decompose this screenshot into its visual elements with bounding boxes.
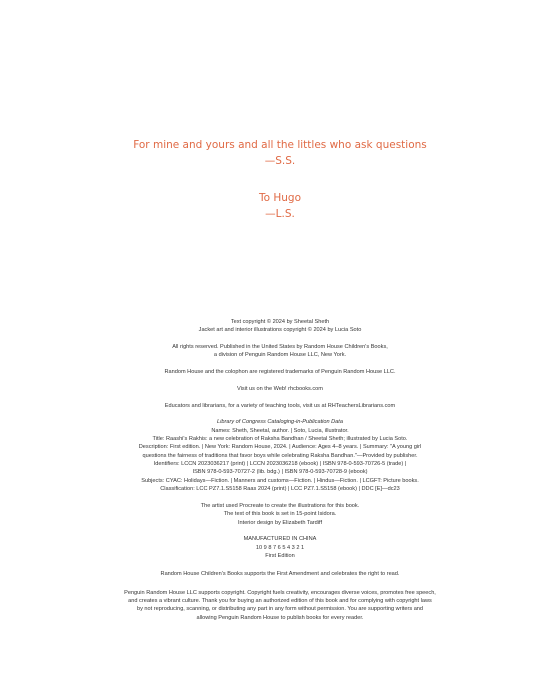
art-copyright: Jacket art and interior illustrations copyright © 2024 by Lucia Soto	[198, 327, 362, 334]
cip-line: Identifiers: LCCN 2023036217 (print) | LCCN 2023036218 (ebook) | ISBN 978-0-593-70726-5 (trade) |	[153, 461, 407, 468]
web-statement	[70, 385, 490, 393]
cip-line: Title: Raashi's Rakhis: a new celebration of Raksha Bandhan / Sheetal Sheth; illustrated by Lucia Soto.	[152, 436, 408, 443]
printing-info	[70, 535, 490, 560]
copyright-notice-line: by not reproducing, scanning, or distributing any part in any form without permission. You are supporting writers and	[136, 606, 424, 613]
first-amendment-statement	[70, 570, 490, 578]
production-notes	[70, 502, 490, 527]
cip-line: Classification: LCC PZ7.1.S5158 Raas 2024 (print) | LCC PZ7.1.S5158 (ebook) | DDC [E]—dc23	[160, 486, 400, 493]
dedication-line: To Hugo	[258, 192, 302, 204]
printing-line: 10 9 8 7 6 5 4 3 2 1	[255, 544, 305, 551]
text-copyright: Text copyright © 2024 by Sheetal Sheth	[230, 319, 330, 325]
educators-statement	[70, 402, 490, 410]
copyright-credits	[70, 318, 490, 335]
cip-line: Names: Sheth, Sheetal, author. | Soto, Lucia, illustrator.	[211, 427, 349, 434]
manufactured-line: MANUFACTURED IN CHINA	[243, 536, 317, 543]
copyright-notice	[70, 589, 490, 622]
copyright-notice-line: and creates a vibrant culture. Thank you for buying an authorized edition of this book and for complying with copyright laws	[128, 597, 432, 604]
first-amendment-line: Random House Children's Books supports the First Amendment and celebrates the right to read.	[160, 571, 400, 578]
rights-line: a division of Penguin Random House LLC, New York.	[213, 352, 347, 359]
cip-title: Library of Congress Cataloging-in-Publication Data	[217, 419, 343, 426]
rights-line: All rights reserved. Published in the United States by Random House Children's Books,	[172, 344, 388, 351]
type-note: The text of this book is set in 15-point Isidora.	[223, 511, 337, 518]
copyright-notice-line: Penguin Random House LLC supports copyright. Copyright fuels creativity, encourages diverse voices, promotes free speech,	[124, 589, 436, 596]
cip-data	[70, 418, 490, 493]
copyright-notice-line: allowing Penguin Random House to publish books for every reader.	[196, 614, 364, 621]
cip-line: Description: First edition. | New York: Random House, 2024. | Audience: Ages 4–8 years. | Summary: "A young girl	[138, 444, 422, 451]
copyright-page	[70, 318, 490, 622]
dedication-signature: —S.S.	[264, 155, 296, 167]
cip-line: questions the fairness of traditions that favor boys while celebrating Raksha Bandhan."—Provided by publisher.	[142, 452, 418, 459]
rights-statement	[70, 343, 490, 360]
art-note: The artist used Procreate to create the illustrations for this book.	[200, 502, 360, 509]
dedication-signature: —L.S.	[265, 208, 295, 220]
edition-line: First Edition	[265, 552, 295, 559]
design-note: Interior design by Elizabeth Tardiff	[237, 519, 323, 526]
educators-line: Educators and librarians, for a variety of teaching tools, visit us at RHTeachersLibrarians.com	[164, 402, 396, 409]
dedication	[0, 137, 560, 222]
cip-line: Subjects: CYAC: Holidays—Fiction. | Manners and customs—Fiction. | Hindus—Fiction. | LCGFT: Picture books.	[141, 477, 419, 484]
dedication-line: For mine and yours and all the littles who ask questions	[133, 139, 427, 151]
web-line: Visit us on the Web! rhcbooks.com	[237, 385, 323, 392]
cip-line: ISBN 978-0-593-70727-2 (lib. bdg.) | ISBN 978-0-593-70728-9 (ebook)	[192, 469, 368, 476]
trademark-line: Random House and the colophon are registered trademarks of Penguin Random House LLC.	[164, 369, 396, 376]
trademark-statement	[70, 368, 490, 376]
